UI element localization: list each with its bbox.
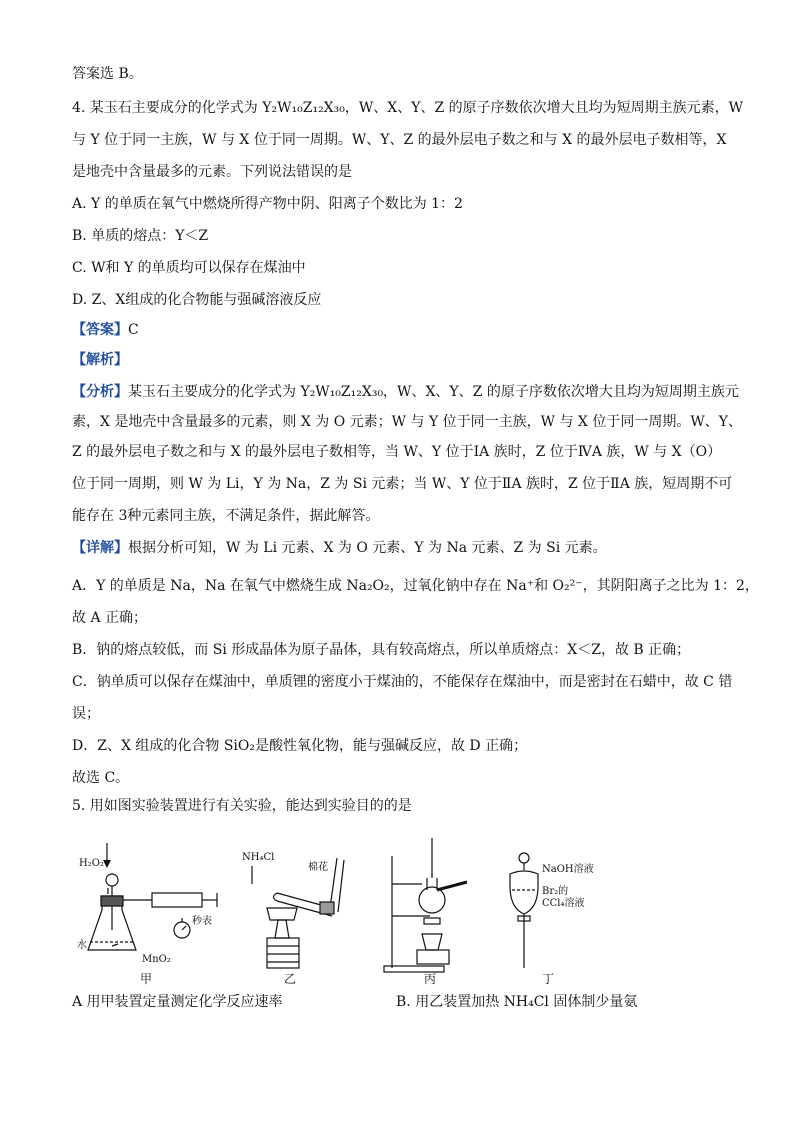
xiangjie-tag: 【详解】 (72, 540, 128, 556)
q4-analysis-heading (72, 350, 724, 370)
q5-stem: 5. 用如图实验装置进行有关实验，能达到实验目的的是 (72, 798, 412, 814)
figure-label-jia: 甲 (140, 972, 153, 986)
label-water: 水 (77, 940, 87, 951)
fenxi-text-1: 某玉石主要成分的化学式为 Y₂W₁₀Z₁₂X₃₀，W、X、Y、Z 的原子序数依次增大且均为短周期主族元 (128, 384, 739, 400)
detail-line-5: 误； (72, 706, 100, 722)
label-mno2: MnO₂ (142, 954, 171, 965)
fenxi-line-3: Z 的最外层电子数之和与 X 的最外层电子数相等，当 W、Y 位于ⅠA 族时，Z 位于ⅣA 族，W 与 X（O） (72, 444, 722, 460)
answer-value: C (128, 322, 139, 338)
label-h2o2: H₂O₂ (79, 858, 104, 869)
label-naoh: NaOH溶液 (542, 864, 594, 875)
figure-label-ding: 丁 (542, 972, 555, 986)
q5-option-b: B. 用乙装置加热 NH₄Cl 固体制少量氨 (396, 994, 638, 1010)
detail-line-1: A．Y 的单质是 Na，Na 在氧气中燃烧生成 Na₂O₂，过氧化钠中存在 Na⁺和 O₂²⁻，其阴阳离子之比为 1：2， (72, 578, 759, 594)
apparatus-drawing (72, 838, 632, 988)
detail-line-7: 故选 C。 (72, 770, 130, 786)
xiangjie-text: 根据分析可知，W 为 Li 元素、X 为 O 元素、Y 为 Na 元素、Z 为 Si 元素。 (128, 540, 607, 556)
fenxi-line-5: 能存在 3种元素同主族，不满足条件，据此解答。 (72, 508, 380, 524)
intro-line: 答案选 B。 (72, 66, 143, 82)
figure-bing (384, 838, 467, 972)
q4-stem-line-3: 是地壳中含量最多的元素。下列说法错误的是 (72, 164, 352, 180)
label-nh4cl: NH₄Cl (242, 852, 275, 863)
figure-label-bing: 丙 (424, 972, 437, 986)
xiangjie-line (72, 538, 724, 558)
q4-option-a: A. Y 的单质在氧气中燃烧所得产物中阴、阳离子个数比为 1：2 (72, 196, 463, 212)
label-ccl4: CCl₄溶液 (542, 898, 585, 909)
fenxi-line-1 (72, 382, 739, 402)
q4-stem-line-2: 与 Y 位于同一主族，W 与 X 位于同一周期。W、Y、Z 的最外层电子数之和与 X 的最外层电子数相等，X (72, 132, 727, 148)
apparatus-figures (72, 838, 632, 988)
figure-label-yi: 乙 (284, 972, 297, 986)
q4-stem-line-1: 4. 某玉石主要成分的化学式为 Y₂W₁₀Z₁₂X₃₀，W、X、Y、Z 的原子序数依次增大且均为短周期主族元素，W (72, 100, 744, 116)
analysis-tag: 【解析】 (72, 352, 128, 368)
q4-option-d: D. Z、X组成的化合物能与强碱溶液反应 (72, 292, 322, 308)
detail-line-6: D．Z、X 组成的化合物 SiO₂是酸性氧化物，能与强碱反应，故 D 正确； (72, 738, 528, 754)
answer-tag: 【答案】 (72, 322, 128, 338)
detail-line-2: 故 A 正确； (72, 610, 148, 626)
q5-option-a: A 用甲装置定量测定化学反应速率 (72, 994, 283, 1010)
q4-option-b: B. 单质的熔点：Y＜Z (72, 228, 209, 244)
fenxi-line-4: 位于同一周期，则 W 为 Li，Y 为 Na，Z 为 Si 元素；当 W、Y 位于ⅡA 族时，Z 位于ⅡA 族，短周期不可 (72, 476, 733, 492)
label-stopwatch: 秒表 (192, 916, 212, 927)
figure-ding (510, 853, 538, 968)
fenxi-line-2: 素，X 是地壳中含量最多的元素，则 X 为 O 元素；W 与 Y 位于同一主族，W 与 X 位于同一周期。W、Y、 (72, 414, 742, 430)
fenxi-tag: 【分析】 (72, 384, 128, 400)
figure-jia (88, 843, 217, 950)
detail-line-4: C．钠单质可以保存在煤油中，单质锂的密度小于煤油的，不能保存在煤油中，而是密封在石蜡中，故 C 错 (72, 674, 733, 690)
label-cotton: 棉花 (308, 862, 328, 873)
detail-line-3: B．钠的熔点较低，而 Si 形成晶体为原子晶体，具有较高熔点，所以单质熔点：X＜Z，故 B 正确； (72, 642, 691, 658)
label-br2: Br₂的 (542, 886, 569, 897)
q4-answer (72, 320, 724, 340)
figure-yi (252, 858, 344, 968)
q4-option-c: C. W和 Y 的单质均可以保存在煤油中 (72, 260, 306, 276)
